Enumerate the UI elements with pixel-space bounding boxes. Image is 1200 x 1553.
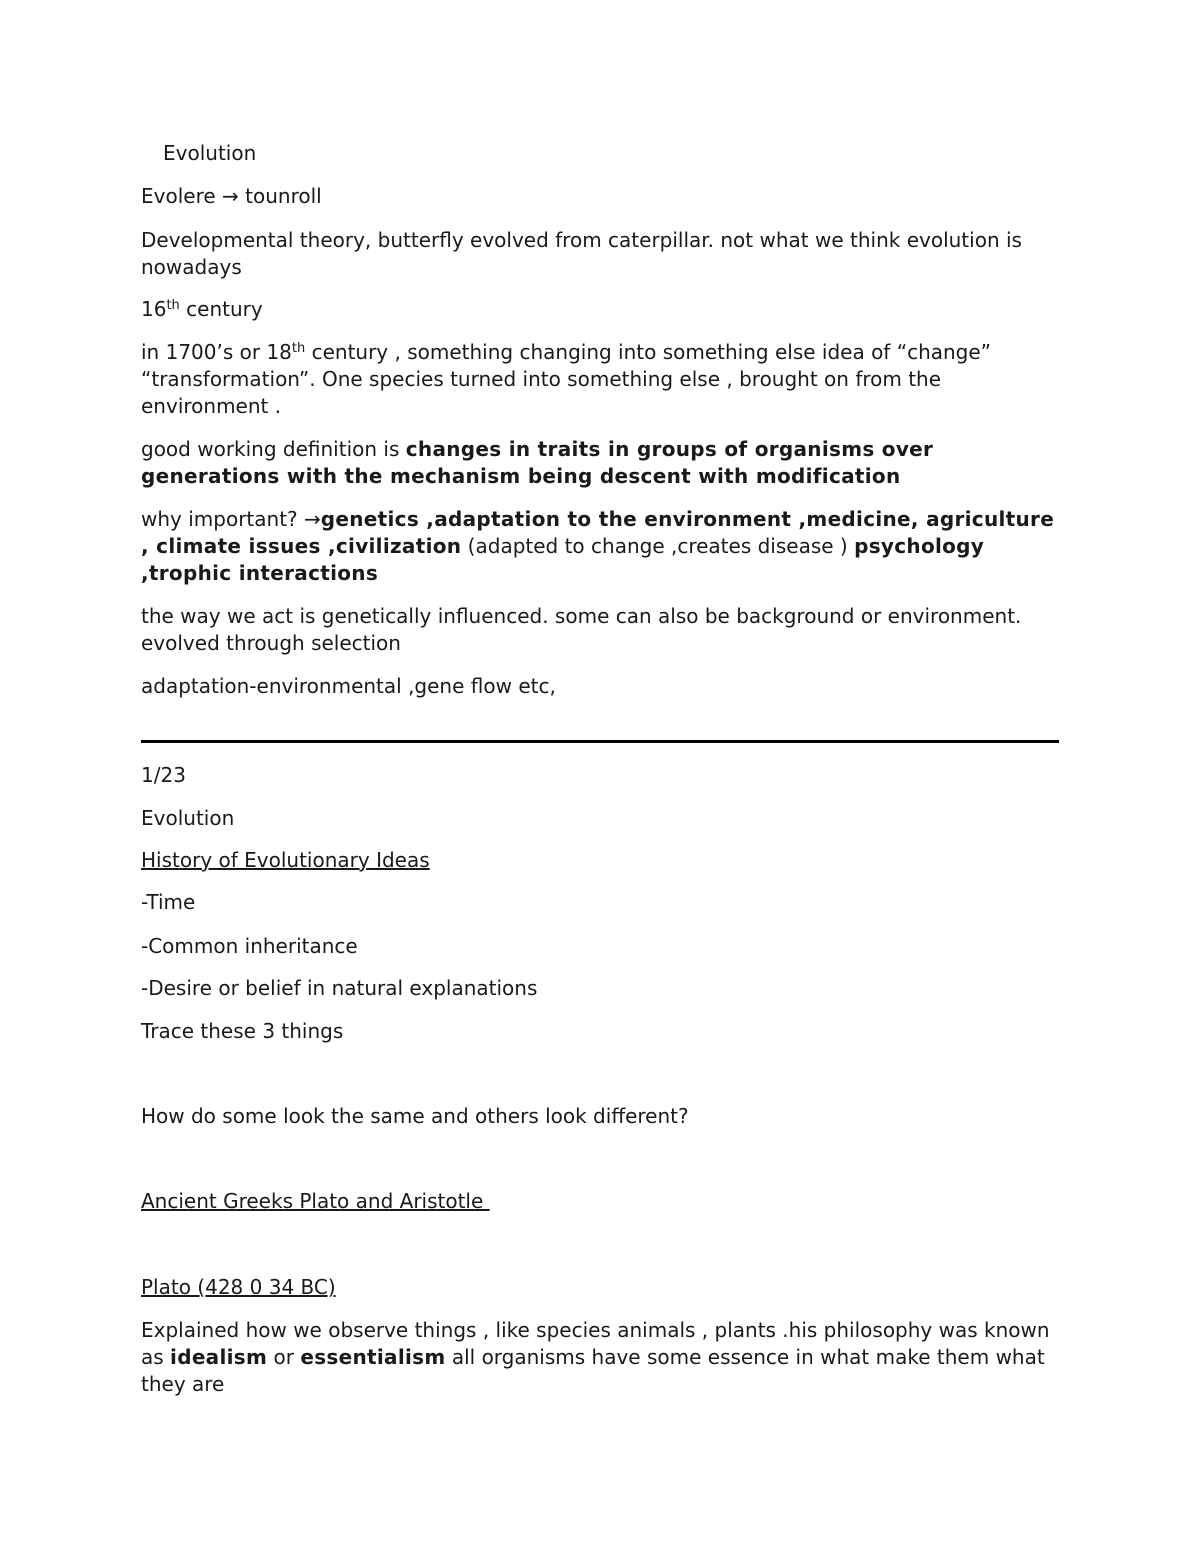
importance-text: [141, 506, 1061, 587]
importance-bold: genetics ,adaptation to the environment ,medicine, agriculture , climate issues ,civilization: [141, 507, 1055, 558]
plato-text: [141, 1317, 1061, 1398]
list-item: -Desire or belief in natural explanations: [141, 976, 538, 1000]
history-heading: History of Evolutionary Ideas: [141, 848, 430, 872]
trace-text: Trace these 3 things: [141, 1019, 344, 1043]
sixteenth-century-line: [141, 296, 1061, 323]
arrow-right-icon: →: [222, 184, 239, 208]
eighteenth-pre: in 1700’s or 18: [141, 340, 292, 364]
sixteenth-rest: century: [179, 297, 263, 321]
eighteenth-sup: th: [291, 341, 306, 356]
date-label: 1/23: [141, 763, 186, 787]
importance-plain: why important?: [141, 507, 305, 531]
title-evolution: Evolution: [163, 141, 257, 165]
evolere-line: [141, 183, 1061, 210]
definition-plain: good working definition is: [141, 437, 406, 461]
list-item: -Time: [141, 890, 196, 914]
importance-plain-2: (adapted to change ,creates disease ): [461, 534, 855, 558]
arrow-right-icon: →: [304, 507, 321, 531]
greeks-heading: Ancient Greeks Plato and Aristotle: [141, 1189, 490, 1213]
plato-text-1: Explained how we observe things , like species animals , plants .his philosophy was known as: [141, 1318, 1050, 1369]
question-text: How do some look the same and others look different?: [141, 1104, 689, 1128]
importance-bold-2: psychology ,trophic interactions: [141, 534, 985, 585]
plato-essentialism: essentialism: [300, 1345, 446, 1369]
eighteenth-century-text: [141, 339, 1061, 420]
developmental-theory-text: Developmental theory, butterfly evolved from caterpillar. not what we think evolution is nowadays: [141, 228, 1022, 279]
adaptation-text: adaptation-environmental ,gene flow etc,: [141, 674, 556, 698]
title-evolution-second: Evolution: [141, 806, 235, 830]
eighteenth-rest: century , something changing into something else idea of “change” “transformation”. One species turned into something else , brought on from the environment .: [141, 340, 992, 418]
sixteenth-num: 16: [141, 297, 167, 321]
evolere-word: Evolere: [141, 184, 216, 208]
horizontal-divider: [141, 740, 1059, 743]
plato-text-2: or: [267, 1345, 301, 1369]
behavior-text: the way we act is genetically influenced. some can also be background or environment. evolved through selection: [141, 604, 1022, 655]
list-item: -Common inheritance: [141, 934, 358, 958]
definition-text: [141, 436, 1061, 490]
evolere-meaning: tounroll: [245, 184, 322, 208]
definition-bold: changes in traits in groups of organisms over generations with the mechanism being descent with modification: [141, 437, 934, 488]
plato-heading: Plato (428 0 34 BC): [141, 1275, 336, 1299]
plato-idealism: idealism: [170, 1345, 268, 1369]
plato-text-3: all organisms have some essence in what make them what they are: [141, 1345, 1045, 1396]
sixteenth-sup: th: [166, 298, 180, 313]
